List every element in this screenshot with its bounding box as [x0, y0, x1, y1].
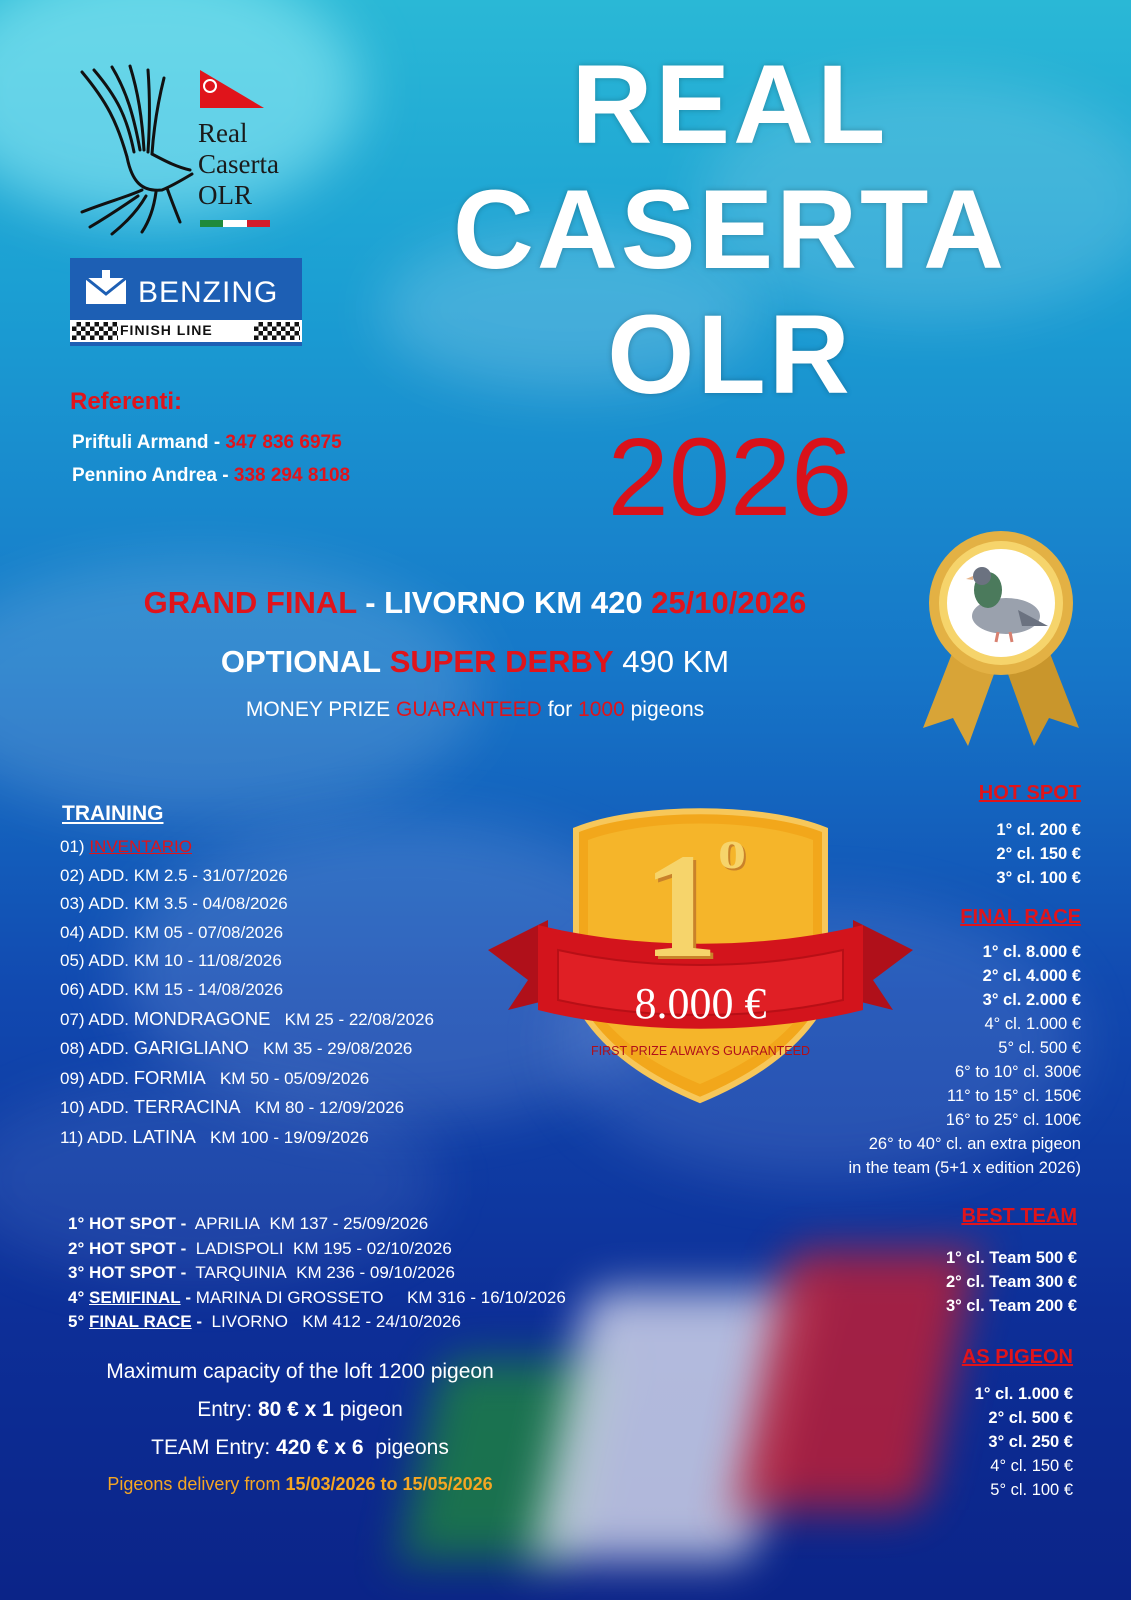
race-row: 4° SEMIFINAL - MARINA DI GROSSETO KM 316 - 16/10/2026 [68, 1287, 566, 1307]
contact-name: Priftuli Armand [72, 432, 209, 453]
final-race-heading: FINAL RACE [960, 906, 1081, 928]
super-derby-label: SUPER DERBY [389, 644, 614, 679]
contact-row: Priftuli Armand - 347 836 6975 [72, 432, 342, 453]
money-prize-text: MONEY PRIZE [245, 698, 391, 721]
sponsor-name: BENZING [138, 276, 279, 309]
race-row: 2° HOT SPOT - LADISPOLI KM 195 - 02/10/2026 [68, 1238, 452, 1258]
badge-rank: 1 [643, 823, 718, 989]
sponsor-tagline: FINISH LINE [120, 322, 213, 338]
logo-flag [200, 220, 270, 227]
prize-item: 3° cl. 2.000 € [982, 991, 1081, 1009]
badge-amount: 8.000 € [634, 979, 767, 1028]
list-item: 10) ADD. TERRACINA KM 80 - 12/09/2026 [60, 1096, 405, 1118]
prize-item: 3° cl. Team 200 € [945, 1297, 1077, 1315]
list-item: 09) ADD. FORMIA KM 50 - 05/09/2026 [60, 1066, 370, 1088]
title-line-2: CASERTA [452, 167, 1008, 292]
prize-item: 2° cl. 500 € [988, 1409, 1073, 1427]
super-derby-line [0, 644, 950, 680]
prize-item: 16° to 25° cl. 100€ [945, 1111, 1081, 1129]
prize-item: in the team (5+1 x edition 2026) [848, 1159, 1081, 1177]
money-prize-count: 1000 [578, 698, 625, 721]
race-row: 1° HOT SPOT - APRILIA KM 137 - 25/09/2026 [68, 1214, 429, 1233]
logo-line-2: Caserta [198, 149, 279, 179]
club-logo [72, 62, 312, 242]
race-schedule [68, 1212, 566, 1335]
entry-line: Entry: 80 € x 1 pigeon [197, 1398, 403, 1421]
prize-item: 1° cl. 8.000 € [982, 943, 1081, 961]
contact-name: Pennino Andrea [72, 465, 217, 486]
contact-phone[interactable]: 347 836 6975 [225, 432, 342, 453]
list-item: 06) ADD. KM 15 - 14/08/2026 [60, 979, 284, 999]
checkered-flag-icon [72, 322, 118, 340]
money-prize-text: for [547, 698, 573, 721]
list-item: 08) ADD. GARIGLIANO KM 35 - 29/08/2026 [60, 1037, 413, 1059]
training-heading: TRAINING [62, 802, 164, 825]
race-row: 5° FINAL RACE - LIVORNO KM 412 - 24/10/2026 [68, 1312, 461, 1331]
prize-item: 3° cl. 250 € [988, 1433, 1073, 1451]
grand-final-date: 25/10/2026 [651, 585, 807, 620]
race-row: 3° HOT SPOT - TARQUINIA KM 236 - 09/10/2026 [68, 1263, 455, 1282]
list-item: 02) ADD. KM 2.5 - 31/07/2026 [60, 865, 288, 885]
badge-note: FIRST PRIZE ALWAYS GUARANTEED [590, 1044, 811, 1058]
tricolor-sail-icon [198, 68, 268, 113]
final-race-prizes [848, 940, 1081, 1180]
hot-spot-prizes [996, 818, 1081, 890]
list-item: 04) ADD. KM 05 - 07/08/2026 [60, 922, 284, 942]
grand-final-label: GRAND FINAL [143, 585, 357, 620]
prize-item: 1° cl. Team 500 € [945, 1249, 1077, 1267]
prize-item: 5° cl. 500 € [998, 1039, 1081, 1057]
title-line-1: REAL [571, 42, 889, 167]
money-prize-line [0, 698, 950, 722]
logo-line-3: OLR [198, 180, 252, 210]
checkered-flag-icon [254, 322, 300, 340]
list-item: 05) ADD. KM 10 - 11/08/2026 [60, 951, 282, 971]
money-prize-guaranteed: GUARANTEED [395, 698, 542, 721]
finish-line-strip [70, 320, 302, 342]
best-team-prizes [946, 1246, 1077, 1318]
contact-phone[interactable]: 338 294 8108 [233, 465, 351, 486]
list-item: 03) ADD. KM 3.5 - 04/08/2026 [60, 894, 288, 914]
training-list [60, 833, 434, 1153]
grand-final-place: - LIVORNO KM 420 [365, 585, 643, 620]
contacts-heading: Referenti: [70, 388, 183, 415]
prize-item: 6° to 10° cl. 300€ [954, 1063, 1081, 1081]
prize-item: 4° cl. 1.000 € [984, 1015, 1081, 1033]
inventory-link[interactable]: INVENTARIO [89, 837, 192, 856]
flag-red [732, 1250, 977, 1510]
contact-row: Pennino Andrea - 338 294 8108 [72, 465, 351, 486]
as-pigeon-heading: AS PIGEON [961, 1346, 1073, 1368]
prize-item: 2° cl. 150 € [996, 845, 1081, 863]
badge-ordinal: o [718, 819, 746, 881]
prize-item: 1° cl. 200 € [996, 821, 1081, 839]
optional-label: OPTIONAL [220, 644, 382, 679]
sponsor-logo [70, 258, 302, 346]
prize-item: 1° cl. 1.000 € [974, 1385, 1073, 1403]
prize-item: 26° to 40° cl. an extra pigeon [868, 1135, 1081, 1153]
prize-item: 4° cl. 150 € [990, 1457, 1073, 1475]
grand-final-line [0, 585, 950, 621]
hot-spot-heading: HOT SPOT [978, 782, 1081, 804]
logo-line-1: Real [198, 118, 248, 148]
prize-item: 2° cl. 4.000 € [982, 967, 1081, 985]
prize-item: 3° cl. 100 € [996, 869, 1081, 887]
title-line-3: OLR [607, 292, 853, 417]
delivery-line: Pigeons delivery from 15/03/2026 to 15/05/2026 [107, 1474, 493, 1494]
as-pigeon-prizes [975, 1382, 1073, 1502]
list-item: 11) ADD. LATINA KM 100 - 19/09/2026 [60, 1125, 369, 1147]
list-item: 07) ADD. MONDRAGONE KM 25 - 22/08/2026 [60, 1007, 434, 1029]
best-team-heading: BEST TEAM [961, 1205, 1077, 1227]
money-prize-text: pigeons [630, 698, 705, 721]
envelope-icon [84, 270, 128, 306]
team-entry-line: TEAM Entry: 420 € x 6 pigeons [151, 1436, 449, 1459]
prize-item: 5° cl. 100 € [990, 1481, 1073, 1499]
list-item: 01) INVENTARIO [60, 837, 192, 856]
eagle-icon [72, 62, 202, 237]
capacity-text: Maximum capacity of the loft 1200 pigeon [106, 1360, 494, 1383]
title-year: 2026 [607, 416, 853, 539]
prize-item: 11° to 15° cl. 150€ [947, 1087, 1081, 1105]
super-derby-km: 490 KM [622, 644, 730, 679]
prize-item: 2° cl. Team 300 € [945, 1273, 1077, 1291]
